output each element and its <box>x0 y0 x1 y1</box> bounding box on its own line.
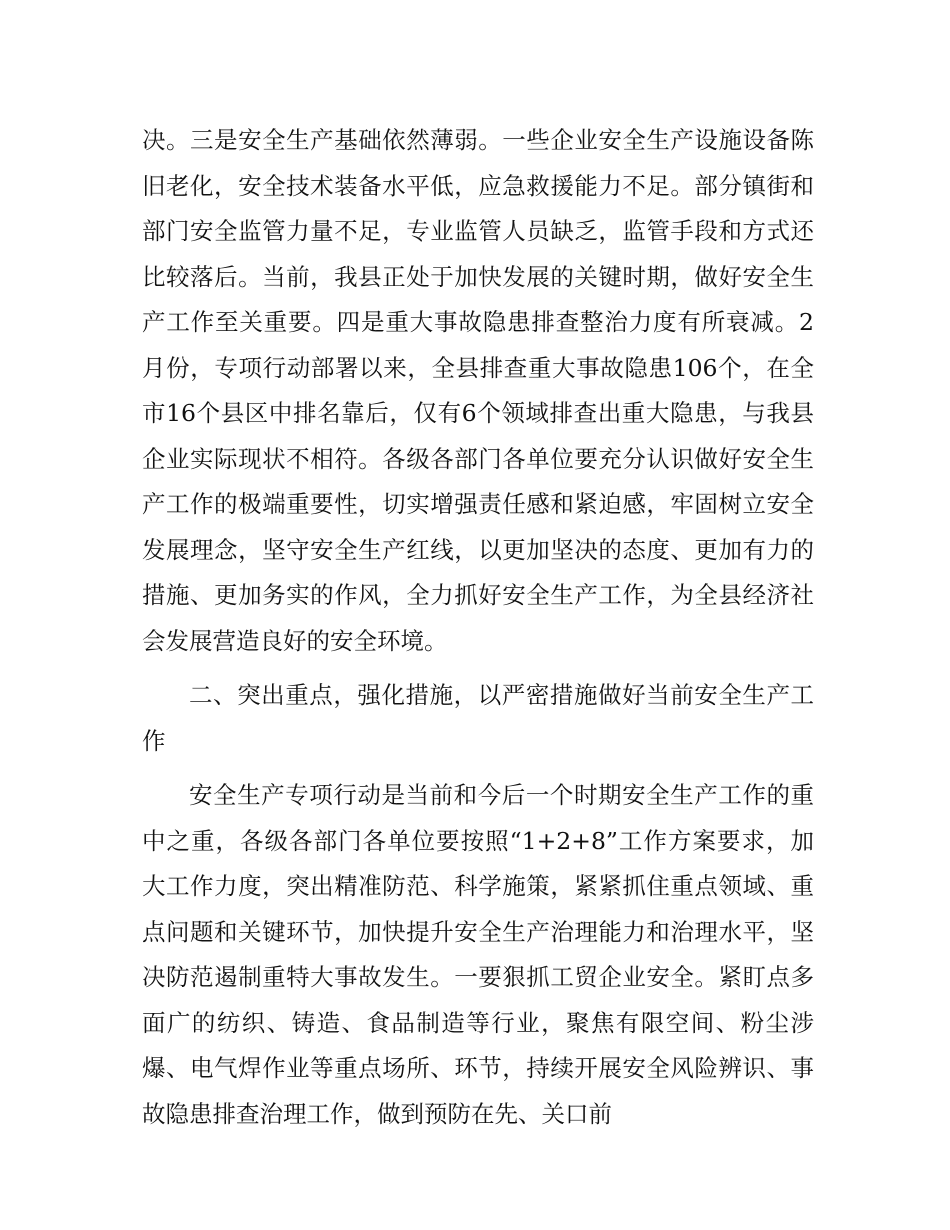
body-paragraph-continued: 决。三是安全生产基础依然薄弱。一些企业安全生产设施设备陈旧老化，安全技术装备水平低，应急救援能力不足。部分镇街和部门安全监管力量不足，专业监管人员缺乏，监管手段和方式还比较落后。当前，我县正处于加快发展的关键时期，做好安全生产工作至关重要。四是重大事故隐患排查整治力度有所衰减。2月份，专项行动部署以来，全县排查重大事故隐患106个，在全市16个县区中排名靠后，仅有6个领域排查出重大隐患，与我县企业实际现状不相符。各级各部门各单位要充分认识做好安全生产工作的极端重要性，切实增强责任感和紧迫感，牢固树立安全发展理念，坚守安全生产红线，以更加坚决的态度、更加有力的措施、更加务实的作风，全力抓好安全生产工作，为全县经济社会发展营造良好的安全环境。 <box>142 126 814 655</box>
document-page <box>142 118 814 1137</box>
body-paragraph-special-action: 安全生产专项行动是当前和今后一个时期安全生产工作的重中之重，各级各部门各单位要按照“1+2+8”工作方案要求，加大工作力度，突出精准防范、科学施策，紧紧抓住重点领域、重点问题和关键环节，加快提升安全生产治理能力和治理水平，坚决防范遏制重特大事故发生。一要狠抓工贸企业安全。紧盯点多面广的纺织、铸造、食品制造等行业，聚焦有限空间、粉尘涉爆、电气焊作业等重点场所、环节，持续开展安全风险辨识、事故隐患排查治理工作，做到预防在先、关口前 <box>142 781 814 1128</box>
section-heading-two: 二、突出重点，强化措施，以严密措施做好当前安全生产工作 <box>142 681 814 755</box>
